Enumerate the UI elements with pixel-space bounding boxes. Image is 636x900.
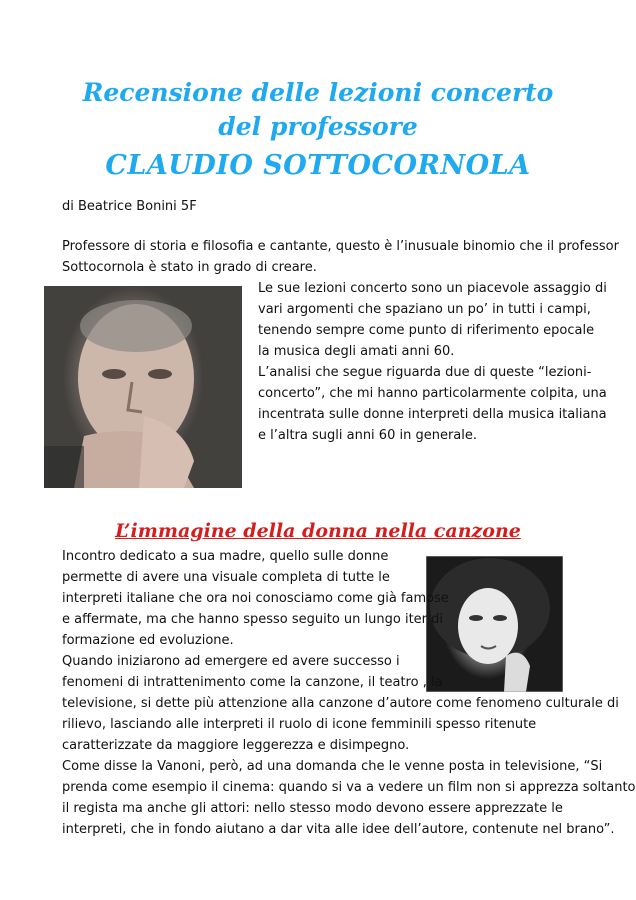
singer-illustration [426, 556, 563, 692]
portrait-illustration [44, 286, 242, 488]
section-column-line: interpreti italiane che ora noi conosciamo come già famose [62, 591, 449, 606]
intro-column-line: la musica degli amati anni 60. [258, 344, 455, 359]
title-professor-name: CLAUDIO SOTTOCORNOLA [105, 150, 531, 181]
section-body-line: prenda come esempio il cinema: quando si va a vedere un film non si apprezza soltanto [62, 780, 636, 795]
section-column-line: permette di avere una visuale completa di tutte le [62, 570, 390, 585]
section-body-line: caratterizzate da maggiore leggerezza e disimpegno. [62, 738, 410, 753]
professor-portrait-photo [44, 286, 242, 488]
section-body-line: interpreti, che in fondo aiutano a dar vita alle idee dell’autore, contenute nel brano”. [62, 822, 615, 837]
section-title: L’immagine della donna nella canzone [115, 520, 521, 542]
section-body-line: televisione, si dette più attenzione alla canzone d’autore come fenomeno culturale di [62, 696, 619, 711]
section-body-line: Come disse la Vanoni, però, ad una domanda che le venne posta in televisione, “Si [62, 759, 603, 774]
intro-column-line: concerto”, che mi hanno particolarmente colpita, una [258, 386, 607, 401]
intro-line: Sottocornola è stato in grado di creare. [62, 260, 317, 275]
section-column-line: Incontro dedicato a sua madre, quello sulle donne [62, 549, 389, 564]
intro-column-line: Le sue lezioni concerto sono un piacevole assaggio di [258, 281, 607, 296]
intro-column-line: vari argomenti che spaziano un po’ in tutti i campi, [258, 302, 591, 317]
intro-column-line: incentrata sulle donne interpreti della musica italiana [258, 407, 607, 422]
section-column-line: Quando iniziarono ad emergere ed avere successo i [62, 654, 400, 669]
section-column-line: formazione ed evoluzione. [62, 633, 234, 648]
intro-column-line: e l’altra sugli anni 60 in generale. [258, 428, 478, 443]
section-body-line: rilievo, lasciando alle interpreti il ruolo di icone femminili spesso ritenute [62, 717, 537, 732]
section-column-line: e affermate, ma che hanno spesso seguito un lungo iter di [62, 612, 444, 627]
title-line-1: Recensione delle lezioni concerto [82, 78, 554, 107]
intro-column-line: tenendo sempre come punto di riferimento epocale [258, 323, 595, 338]
section-column-line: fenomeni di intrattenimento come la canzone, il teatro , la [62, 675, 443, 690]
section-body-line: il regista ma anche gli attori: nello stesso modo devono essere apprezzate le [62, 801, 563, 816]
intro-column-line: L’analisi che segue riguarda due di queste “lezioni- [258, 365, 592, 380]
intro-line: Professore di storia e filosofia e cantante, questo è l’inusuale binomio che il professor [62, 239, 619, 254]
byline: di Beatrice Bonini 5F [62, 199, 197, 214]
singer-portrait-photo [426, 556, 563, 692]
title-line-2: del professore [218, 112, 418, 141]
